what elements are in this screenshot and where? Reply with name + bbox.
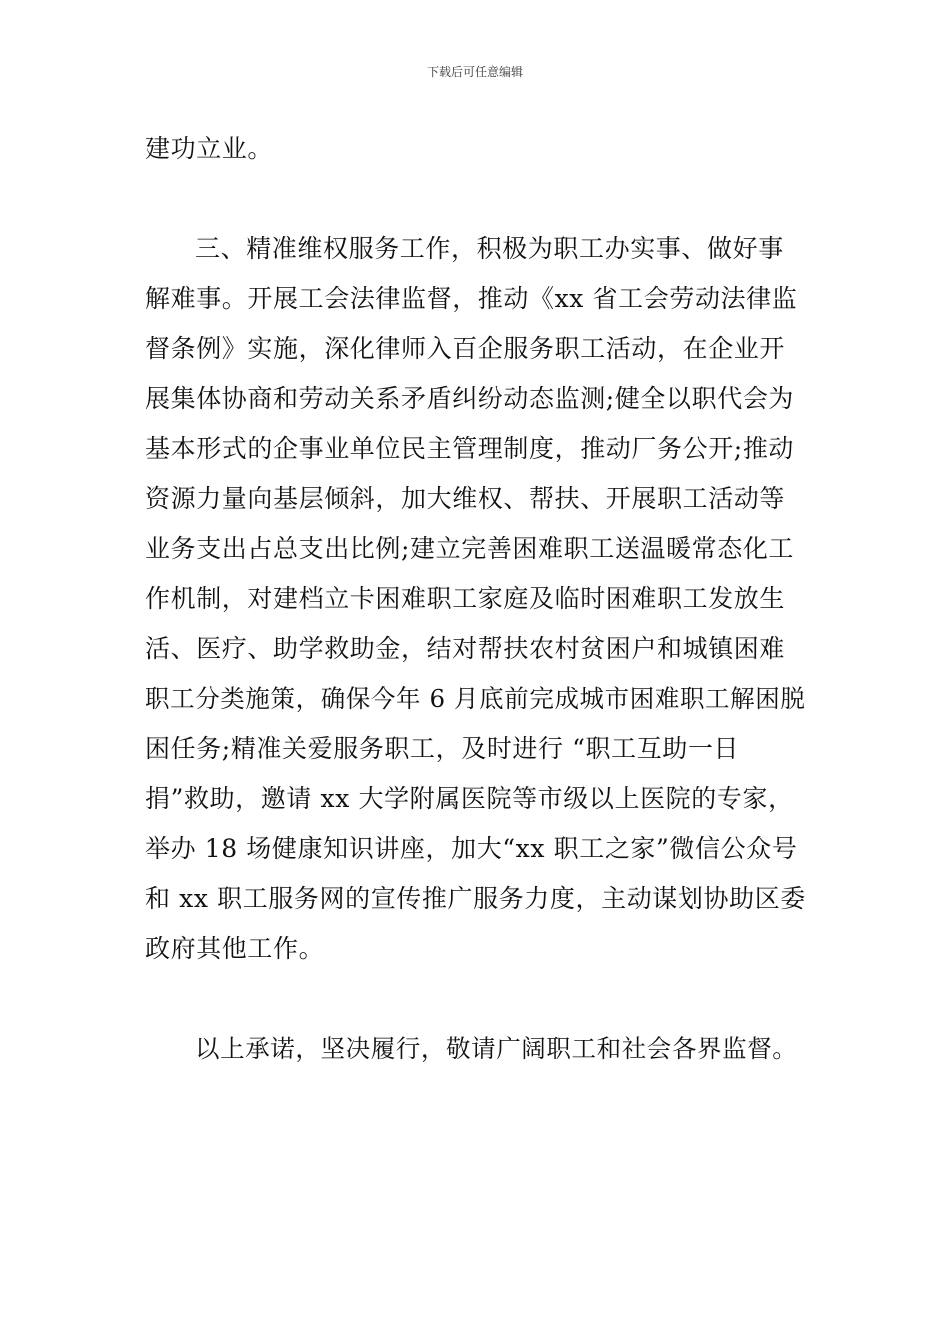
text-line: 举办 18 场健康知识讲座，加大“xx 职工之家”微信公众号 (145, 834, 798, 863)
text-line: 业务支出占总支出比例;建立完善困难职工送温暖常态化工 (145, 534, 795, 563)
text-line: 活、医疗、助学救助金，结对帮扶农村贫困户和城镇困难 (145, 634, 786, 663)
text-line: 和 xx 职工服务网的宣传推广服务力度，主动谋划协助区委 (145, 884, 806, 913)
text-line: 三、精准维权服务工作，积极为职工办实事、做好事 (195, 234, 784, 263)
text-line: 捐”救助，邀请 xx 大学附属医院等市级以上医院的专家， (145, 784, 794, 813)
text-line: 建功立业。 (145, 134, 274, 163)
text-line: 政府其他工作。 (145, 934, 325, 963)
text-line: 职工分类施策，确保今年 6 月底前完成城市困难职工解困脱 (145, 684, 806, 713)
text-line: 展集体协商和劳动关系矛盾纠纷动态监测;健全以职代会为 (145, 384, 795, 413)
text-line: 资源力量向基层倾斜，加大维权、帮扶、开展职工活动等 (145, 484, 786, 513)
text-line: 基本形式的企事业单位民主管理制度，推动厂务公开;推动 (145, 434, 795, 463)
page-header: 下载后可任意编辑 (426, 65, 523, 79)
text-line: 解难事。开展工会法律监督，推动《xx 省工会劳动法律监 (145, 284, 798, 313)
text-line: 作机制，对建档立卡困难职工家庭及临时困难职工发放生 (145, 584, 786, 613)
text-line: 督条例》实施，深化律师入百企服务职工活动，在企业开 (145, 334, 786, 363)
text-line: 以上承诺，坚决履行，敬请广阔职工和社会各界监督。 (195, 1034, 798, 1063)
text-line: 困任务;精准关爱服务职工，及时进行 “职工互助一日 (145, 734, 740, 763)
